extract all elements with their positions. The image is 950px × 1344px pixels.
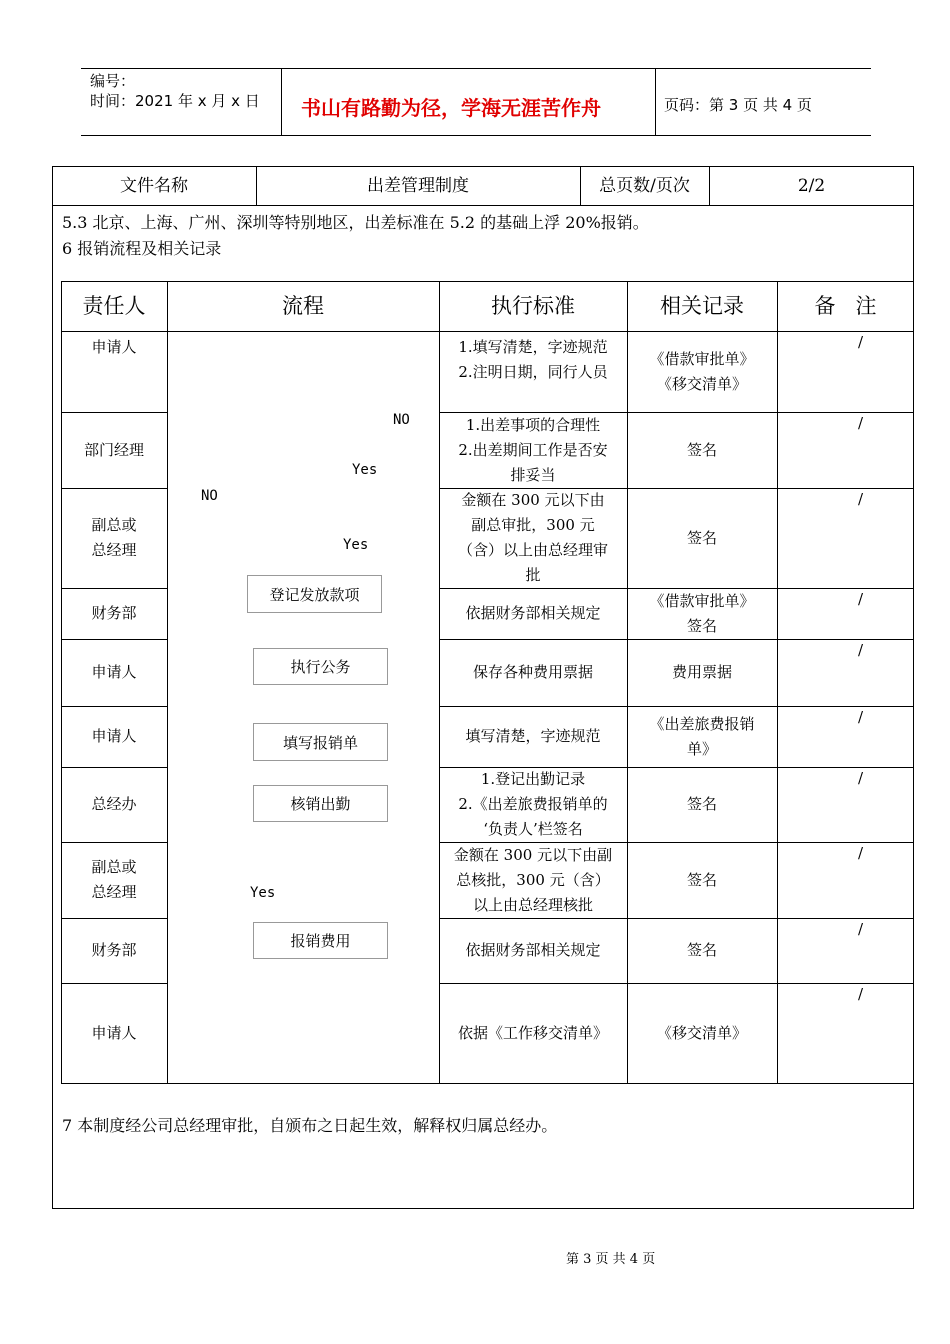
th-note: 备 注	[814, 293, 877, 318]
flow-box-attendance: 核销出勤	[253, 785, 388, 822]
record-line: 《借款审批单》	[649, 350, 755, 368]
serial-label: 编号：	[90, 72, 136, 90]
cell-standard	[439, 767, 627, 842]
header-divider	[655, 68, 656, 136]
standard-line: 排妥当	[510, 465, 556, 484]
record-line: 《移交清单》	[656, 375, 747, 393]
cell-record	[627, 331, 777, 412]
header-bottom-rule	[81, 135, 871, 136]
cell-role	[61, 588, 167, 639]
standard-line: 2.《出差旅费报销单的	[458, 795, 608, 813]
cell-standard	[439, 412, 627, 488]
role-line: 总经理	[91, 883, 137, 901]
time-label: 时间：2021 年 x 月 x 日	[90, 92, 260, 110]
cell-note: /	[858, 590, 864, 608]
section-6-heading: 6 报销流程及相关记录	[62, 239, 222, 258]
role-line: 副总或	[91, 516, 137, 534]
cell-standard	[439, 983, 627, 1084]
cell-standard	[439, 842, 627, 918]
section-5-3: 5.3 北京、上海、广州、深圳等特别地区，出差标准在 5.2 的基础上浮 20%报销。	[62, 213, 649, 232]
standard-line: 金额在 300 元以下由副	[453, 845, 613, 864]
standard-line: 2.注明日期，同行人员	[458, 363, 608, 381]
flow-box-disburse: 登记发放款项	[247, 575, 382, 613]
flow-tag-no: NO	[201, 488, 218, 504]
record-line: 《借款审批单》	[649, 591, 755, 610]
standard-line: 依据财务部相关规定	[465, 604, 601, 622]
cell-note: /	[858, 985, 864, 1003]
cell-role	[61, 983, 167, 1084]
standard-line: ‘负责人’栏签名	[483, 820, 583, 838]
cell-record	[627, 412, 777, 488]
th-record: 相关记录	[660, 293, 744, 318]
cell-role	[61, 767, 167, 842]
flow-tag-no: NO	[393, 412, 410, 428]
cell-note: /	[858, 490, 864, 508]
cell-standard	[439, 918, 627, 983]
cell-role	[61, 639, 167, 706]
header-top-rule	[81, 68, 871, 69]
cell-record	[627, 488, 777, 588]
col-line	[777, 281, 778, 1084]
role-line: 部门经理	[83, 440, 144, 459]
cell-standard	[439, 488, 627, 588]
cell-role	[61, 918, 167, 983]
standard-line: 金额在 300 元以下由	[461, 491, 605, 509]
doc-name-value: 出差管理制度	[367, 175, 469, 196]
flow-tag-yes: Yes	[250, 885, 276, 901]
cell-record	[627, 588, 777, 639]
role-line: 总经办	[91, 795, 137, 813]
cell-note: /	[858, 333, 864, 351]
page-footer: 第 3 页 共 4 页	[566, 1252, 656, 1267]
role-line: 申请人	[91, 1024, 137, 1042]
header-divider	[281, 68, 282, 136]
role-line: 总经理	[91, 541, 137, 559]
flow-box-business: 执行公务	[253, 648, 388, 685]
record-line: 费用票据	[671, 663, 732, 681]
flow-box-fill-form: 填写报销单	[253, 723, 388, 761]
role-line: 财务部	[91, 604, 137, 622]
standard-line: 保存各种费用票据	[472, 663, 593, 681]
cell-standard	[439, 639, 627, 706]
role-line: 副总或	[91, 858, 137, 876]
cell-role	[61, 412, 167, 488]
cell-role	[61, 842, 167, 918]
role-line: 申请人	[91, 338, 137, 356]
cell-record	[627, 639, 777, 706]
cell-role	[61, 706, 167, 767]
standard-line: 依据财务部相关规定	[465, 941, 601, 959]
cell-note: /	[858, 920, 864, 938]
flow-tag-yes: Yes	[352, 462, 378, 478]
cell-record	[627, 767, 777, 842]
flow-box-reimburse: 报销费用	[253, 922, 388, 959]
record-line: 《移交清单》	[656, 1024, 747, 1042]
record-line: 签名	[686, 616, 717, 635]
standard-line: 以上由总经理核批	[472, 895, 593, 914]
cell-note: /	[858, 708, 864, 726]
cell-record	[627, 842, 777, 918]
role-line: 财务部	[91, 941, 137, 959]
record-line: 《出差旅费报销	[649, 714, 755, 733]
cell-standard	[439, 331, 627, 412]
cell-role	[61, 488, 167, 588]
cell-role	[61, 331, 167, 412]
section-7: 7 本制度经公司总经理审批，自颁布之日起生效，解释权归属总经办。	[62, 1116, 558, 1135]
standard-line: 依据《工作移交清单》	[457, 1024, 608, 1042]
standard-line: 副总审批，300 元	[471, 516, 595, 534]
doc-pages-value: 2/2	[797, 175, 826, 196]
standard-line: 1.出差事项的合理性	[465, 415, 601, 434]
page-label: 页码：第 3 页 共 4 页	[664, 96, 812, 114]
standard-line: 填写清楚，字迹规范	[465, 727, 601, 745]
doc-name-label: 文件名称	[120, 175, 188, 196]
record-line: 签名	[686, 440, 717, 459]
standard-line: （含）以上由总经理审	[457, 541, 608, 559]
cell-record	[627, 706, 777, 767]
cell-note: /	[858, 769, 864, 787]
standard-line: 1.填写清楚，字迹规范	[458, 338, 608, 356]
standard-line: 1.登记出勤记录	[480, 770, 586, 788]
standard-line: 2.出差期间工作是否安	[458, 440, 608, 459]
cell-note: /	[858, 641, 864, 659]
standard-line: 批	[525, 566, 541, 584]
cell-standard	[439, 706, 627, 767]
role-line: 申请人	[91, 663, 137, 681]
record-line: 签名	[686, 941, 717, 959]
flow-tag-yes: Yes	[343, 537, 369, 553]
cell-record	[627, 983, 777, 1084]
cell-note: /	[858, 844, 864, 862]
record-line: 单》	[686, 739, 717, 758]
cell-note: /	[858, 414, 864, 432]
cell-standard	[439, 588, 627, 639]
col-line	[167, 281, 168, 1084]
doc-pages-label: 总页数/页次	[599, 175, 690, 196]
th-responsible: 责任人	[82, 293, 146, 318]
standard-line: 总核批，300 元（含）	[456, 870, 610, 889]
record-line: 签名	[686, 870, 717, 889]
record-line: 签名	[686, 795, 717, 813]
th-standard: 执行标准	[491, 293, 575, 318]
record-line: 签名	[686, 528, 717, 547]
role-line: 申请人	[91, 727, 137, 745]
cell-record	[627, 918, 777, 983]
motto: 书山有路勤为径，学海无涯苦作舟	[301, 96, 601, 120]
th-process: 流程	[282, 293, 324, 318]
